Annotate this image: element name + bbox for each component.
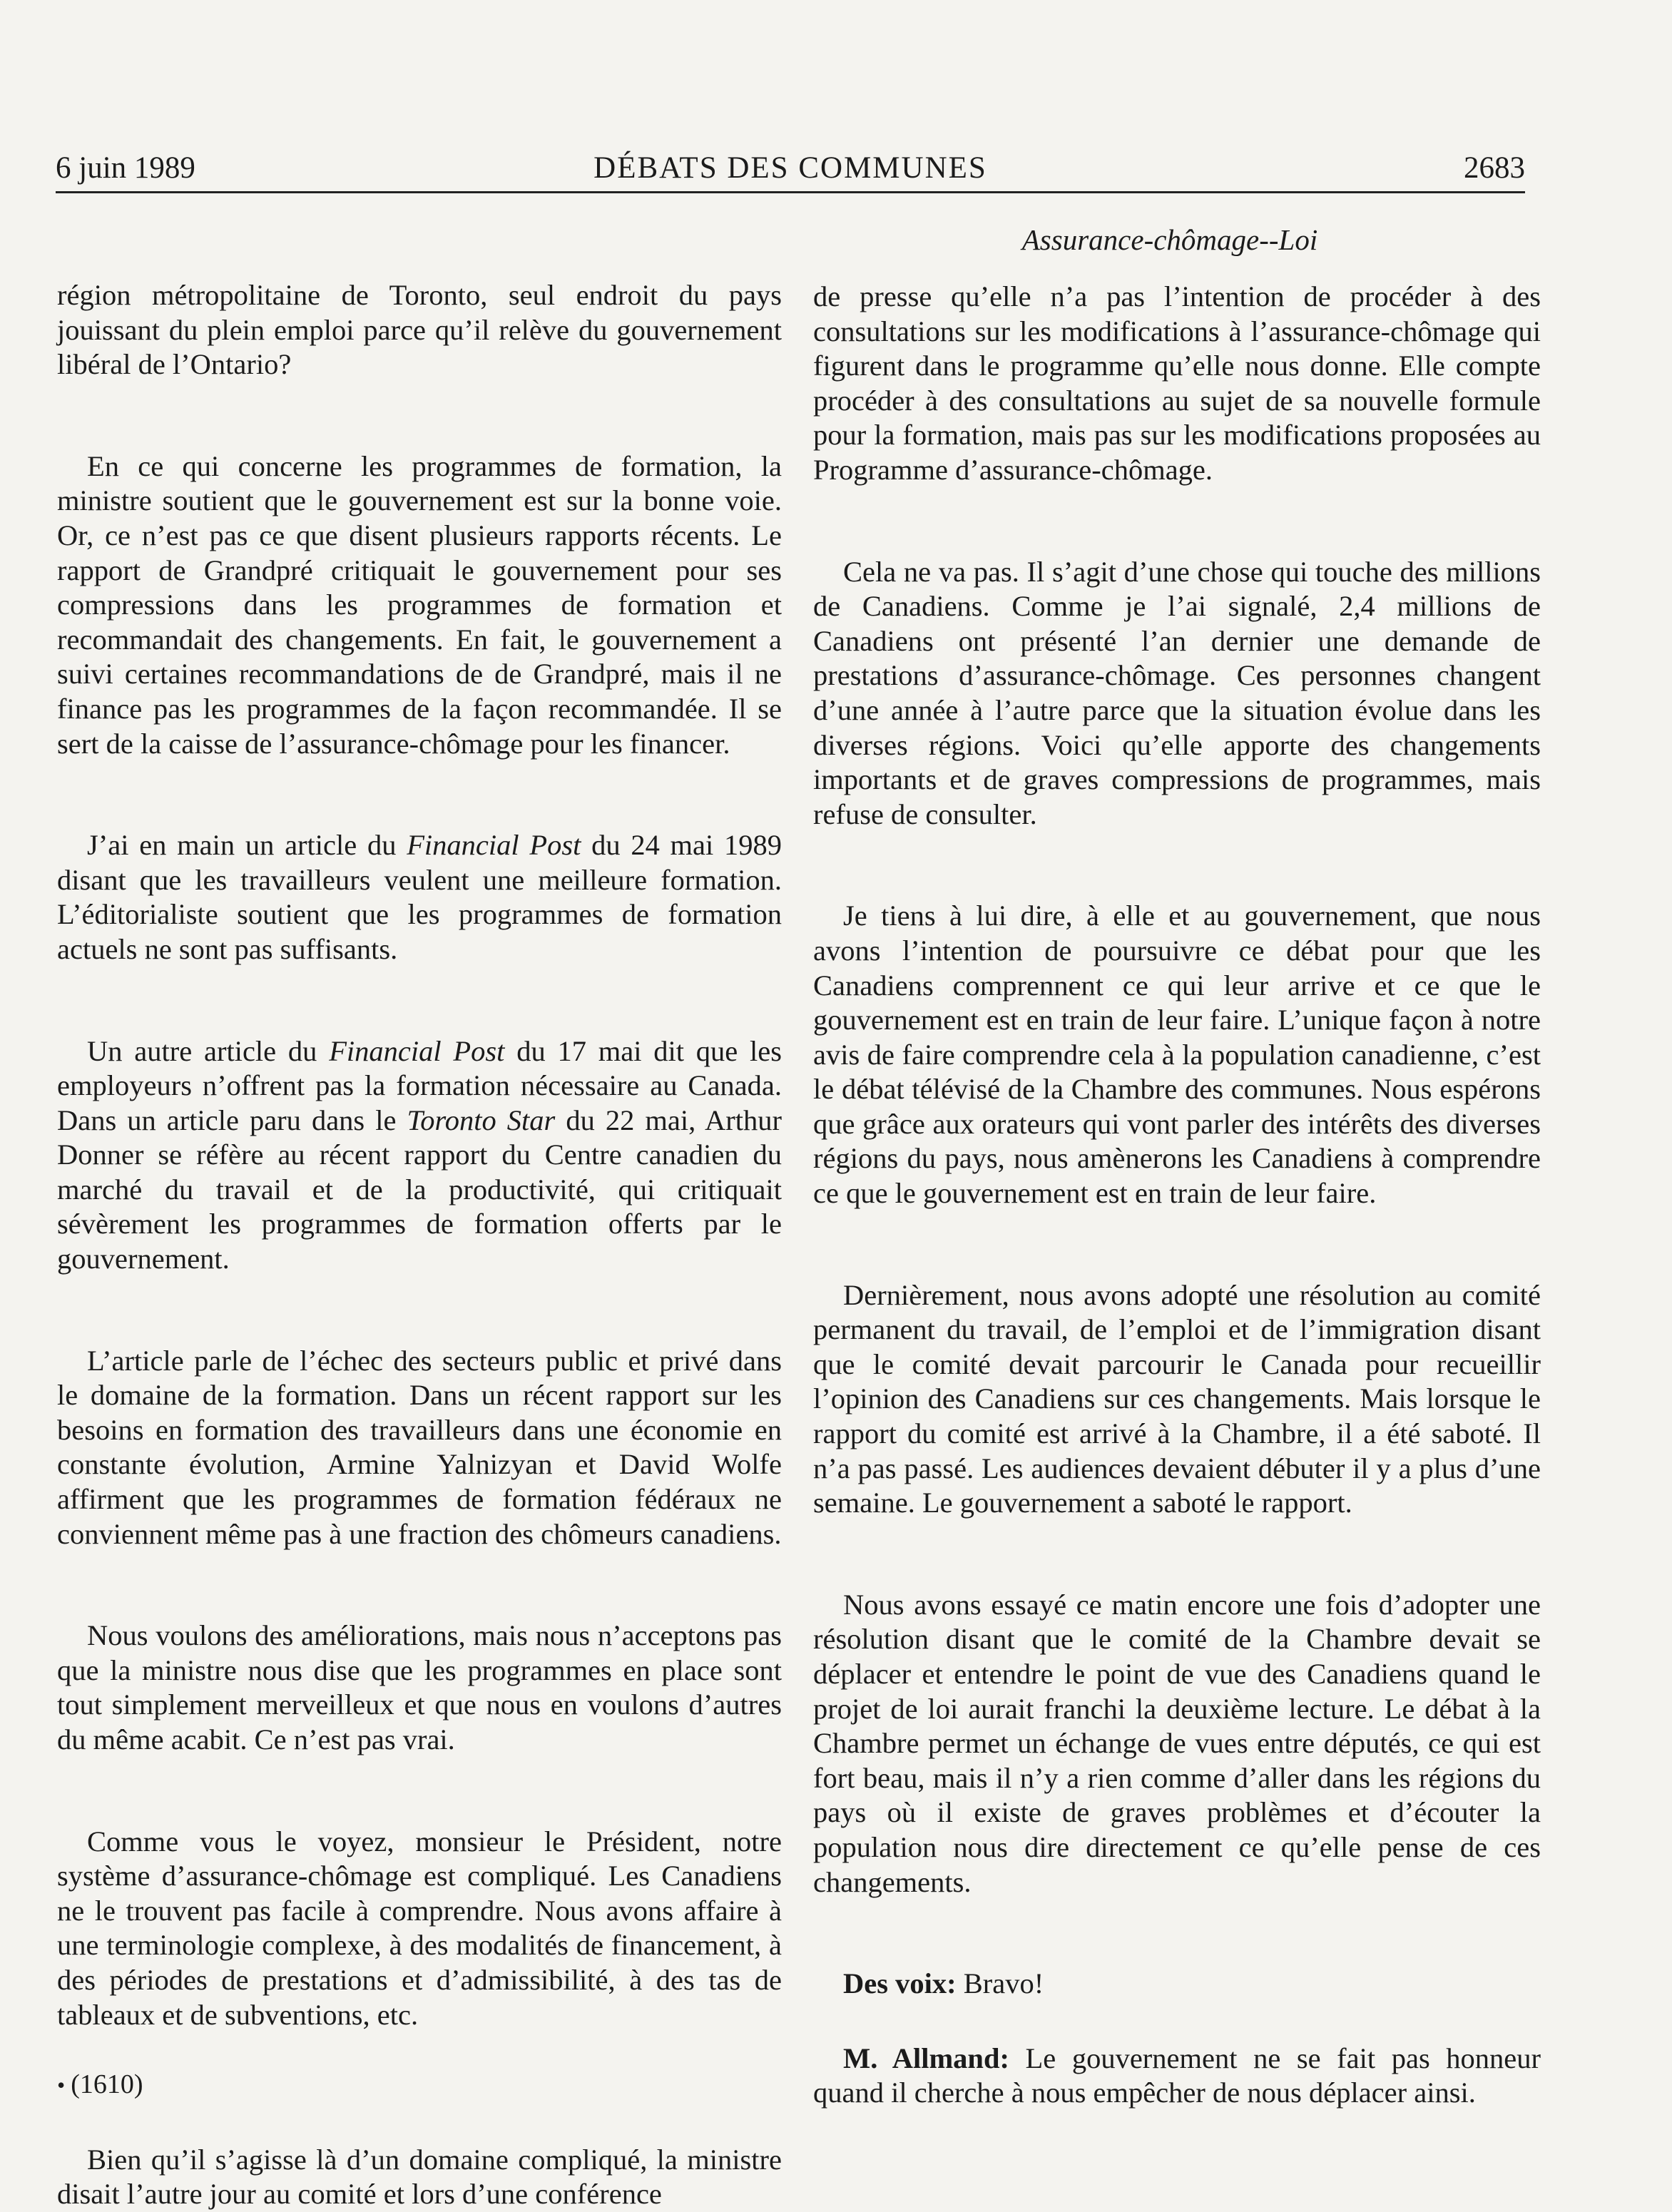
left-column bbox=[57, 278, 782, 2212]
paragraph: de presse qu’elle n’a pas l’intention de procéder à des consultations sur les modifications à l’assurance-chômage qui figurent dans le programme qu’elle nous donne. Elle compte procéder à des consultations au sujet de sa nouvelle formule pour la formation, mais pas sur les modifications proposées au Programme d’assurance-chômage. bbox=[813, 280, 1541, 486]
paragraph bbox=[57, 1034, 782, 1277]
publication-title: Financial Post bbox=[329, 1034, 505, 1067]
paragraph: En ce qui concerne les programmes de formation, la ministre soutient que le gouvernement est sur la bonne voie. Or, ce n’est pas ce que disent plusieurs rapports récents. Le rapport de Grandpré critiquait le gouvernement pour ses compressions dans les programmes de formation et recommandait des changements. En fait, le gouvernement a suivi certaines recommandations de de Grandpré, mais il ne finance pas les programmes de la façon recommandée. Il se sert de la caisse de l’assurance-chômage pour les financer. bbox=[57, 449, 782, 760]
page-header bbox=[56, 147, 1525, 190]
time-marker bbox=[57, 2067, 782, 2103]
right-column bbox=[813, 280, 1541, 2111]
paragraph: Je tiens à lui dire, à elle et au gouvernement, que nous avons l’intention de poursuivre ce débat pour que les Canadiens comprennent ce qui leur arrive et ce que le gouvernement est en train de leur faire. L’unique façon à notre avis de faire comprendre cela à la population canadienne, c’est le débat télévisé de la Chambre des communes. Nous espérons que grâce aux orateurs qui vont parler des intérêts des diverses régions du pays, nous amènerons les Canadiens à comprendre ce que le gouvernement est en train de leur faire. bbox=[813, 899, 1541, 1210]
text-run: Un autre article du bbox=[87, 1034, 330, 1067]
header-rule bbox=[56, 191, 1525, 193]
paragraph: Comme vous le voyez, monsieur le Président, notre système d’assurance-chômage est compliqué. Les Canadiens ne le trouvent pas facile à comprendre. Nous avons affaire à une terminologie complexe, à des modalités de financement, à des périodes de prestations et d’admissibilité, à des tas de tableaux et de subventions, etc. bbox=[57, 1825, 782, 2031]
text-run: J’ai en main un article du bbox=[87, 829, 407, 862]
paragraph: L’article parle de l’échec des secteurs public et privé dans le domaine de la formation. Dans un récent rapport sur les besoins en formation des travailleurs dans une économie en constante évolution, Armine Yalnizyan et David Wolfe affirment que les programmes de formation fédéraux ne conviennent même pas à une fraction des chômeurs canadiens. bbox=[57, 1344, 782, 1550]
time-marker-text: (1610) bbox=[71, 2069, 143, 2100]
text-run: du 22 mai, Arthur Donner se réfère au récent rapport du Centre canadien du marché du travail et de la productivité, qui critiquait sévèrement les programmes de formation offerts par le gouvernement. bbox=[57, 1104, 782, 1275]
publication-title: Financial Post bbox=[407, 829, 581, 862]
paragraph bbox=[57, 828, 782, 967]
paragraph: Nous voulons des améliorations, mais nous n’acceptons pas que la ministre nous dise que les programmes en place sont tout simplement merveilleux et que nous en voulons d’autres du même acabit. Ce n’est pas vrai. bbox=[57, 1619, 782, 1755]
bullet-icon: • bbox=[57, 2072, 66, 2099]
speaker-label: M. Allmand: bbox=[843, 2042, 1009, 2074]
speaker-label: Des voix: bbox=[843, 1967, 957, 2000]
text-run: du 24 mai 1989 disant que les travailleurs veulent une meilleure formation. L’éditorialiste soutient que les programmes de formation actuels ne sont pas suffisants. bbox=[57, 829, 783, 965]
speech-text: Bravo! bbox=[956, 1967, 1044, 2000]
running-head: Assurance-chômage--Loi bbox=[1021, 223, 1318, 256]
paragraph: Dernièrement, nous avons adopté une résolution au comité permanent du travail, de l’emploi et de l’immigration disant que le comité devait parcourir le Canada pour recueillir l’opinion des Canadiens sur ces changements. Mais lorsque le rapport du comité est arrivé à la Chambre, il a été saboté. Il n’a pas passé. Les audiences devaient débuter il y a plus d’une semaine. Le gouvernement a saboté le rapport. bbox=[813, 1278, 1541, 1519]
header-title: DÉBATS DES COMMUNES bbox=[593, 151, 987, 185]
text-run: du 17 mai dit que les employeurs n’offrent pas la formation nécessaire au Canada. Dans un article paru dans le bbox=[57, 1034, 782, 1136]
speech bbox=[813, 2042, 1541, 2111]
speech-text: Le gouvernement ne se fait pas honneur quand il cherche à nous empêcher de nous déplacer ainsi. bbox=[813, 2042, 1541, 2109]
page-number: 2683 bbox=[1464, 151, 1525, 185]
paragraph: Nous avons essayé ce matin encore une fois d’adopter une résolution disant que le comité de la Chambre devait se déplacer et entendre le point de vue des Canadiens quand le projet de loi aurait franchi la deuxième lecture. Le débat à la Chambre permet un échange de vues entre députés, ce qui est fort beau, mais il n’y a rien comme d’aller dans les régions du pays où il existe de graves problèmes et d’écouter la population nous dire directement ce qu’elle pense de ces changements. bbox=[813, 1588, 1541, 1898]
paragraph: région métropolitaine de Toronto, seul endroit du pays jouissant du plein emploi parce qu’il relève du gouvernement libéral de l’Ontario? bbox=[57, 279, 782, 381]
header-date: 6 juin 1989 bbox=[56, 151, 195, 185]
publication-title: Toronto Star bbox=[407, 1104, 556, 1136]
speech bbox=[813, 1967, 1541, 2002]
paragraph: Cela ne va pas. Il s’agit d’une chose qui touche des millions de Canadiens. Comme je l’ai signalé, 2,4 millions de Canadiens ont présenté l’an dernier une demande de prestations d’assurance-chômage. Ces personnes changent d’une année à l’autre parce que la situation évolue dans les diverses régions. Voici qu’elle apporte des changements importants et de graves compressions de programmes, mais refuse de consulter. bbox=[813, 555, 1541, 830]
paragraph: Bien qu’il s’agisse là d’un domaine compliqué, la ministre disait l’autre jour au comité et lors d’une conférence bbox=[57, 2143, 782, 2211]
